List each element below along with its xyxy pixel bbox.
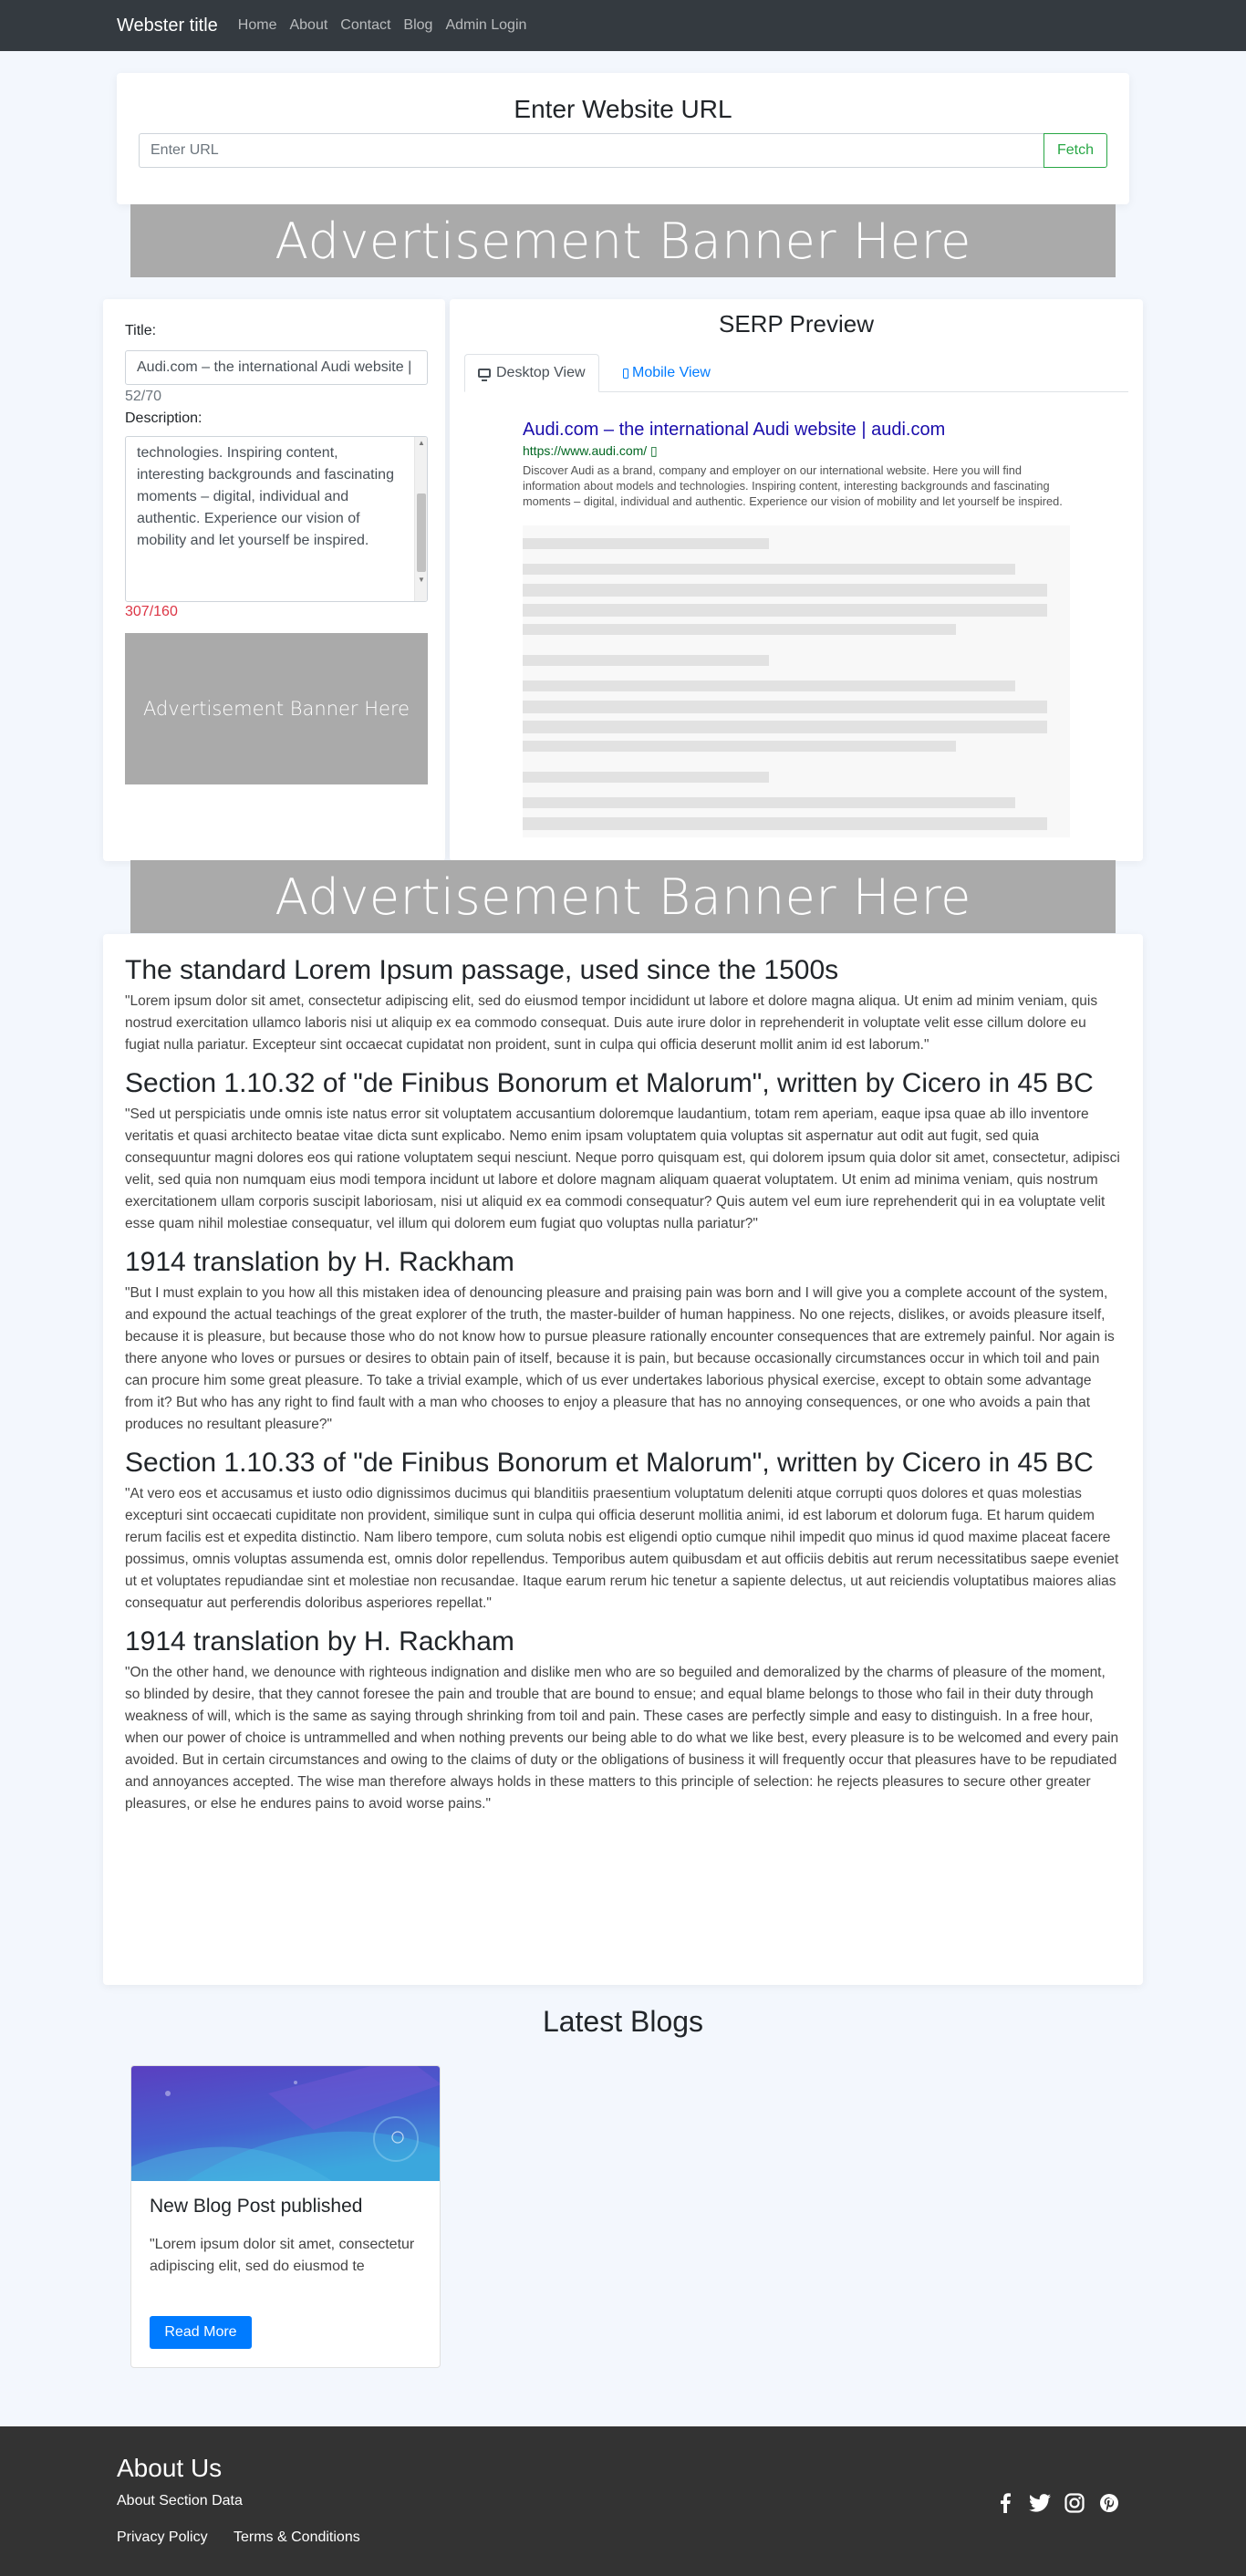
desktop-icon bbox=[478, 369, 491, 378]
nav-about[interactable]: About bbox=[289, 17, 328, 33]
tab-mobile-view[interactable] bbox=[610, 354, 723, 392]
serp-result bbox=[523, 418, 1070, 509]
description-label: Description: bbox=[125, 410, 202, 426]
description-textarea[interactable] bbox=[125, 436, 428, 602]
placeholder-line bbox=[523, 604, 1047, 617]
lorem-article bbox=[103, 934, 1143, 1985]
serp-result-url: https://www.audi.com/ ▯ bbox=[523, 443, 658, 458]
navbar bbox=[0, 0, 1246, 51]
placeholder-line bbox=[523, 817, 1047, 830]
blog-excerpt: "Lorem ipsum dolor sit amet, consectetur adipiscing elit, sed do eiusmod te bbox=[150, 2237, 415, 2274]
section-text: "On the other hand, we denounce with righteous indignation and dislike men who are so beguiled and demoralized by the charms of pleasure of the moment, so blinded by desire, that they cannot foresee the pain and trouble that are bound to ensue; and equal blame belongs to those who fail in their duty through weakness of will, which is the same as saying through shrinking from toil and pain. These cases are perfectly simple and easy to distinguish. In a free hour, when our power of choice is untrammelled and when nothing prevents our being able to do what we like best, every pleasure is to be welcomed and every pain avoided. But in certain circumstances and owing to the claims of duty or the obligations of business it will frequently occur that pleasures have to be repudiated and annoyances accepted. The wise man therefore always holds in these matters to this principle of selection: he rejects pleasures to secure other greater pleasures, or else he endures pains to avoid worse pains." bbox=[125, 1665, 1119, 1812]
pinterest-icon[interactable] bbox=[1098, 2492, 1120, 2514]
title-input[interactable] bbox=[125, 350, 428, 385]
title-label: Title: bbox=[125, 323, 157, 338]
section-heading: The standard Lorem Ipsum passage, used since the 1500s bbox=[125, 955, 839, 985]
read-more-button[interactable]: Read More bbox=[150, 2316, 252, 2349]
facebook-icon[interactable] bbox=[994, 2492, 1016, 2514]
placeholder-results bbox=[523, 525, 1070, 837]
ad-banner-side: Advertisement Banner Here bbox=[125, 633, 428, 784]
view-tabs bbox=[464, 354, 1128, 392]
placeholder-line bbox=[523, 538, 769, 549]
scroll-up-icon[interactable]: ▲ bbox=[418, 439, 425, 447]
placeholder-line bbox=[523, 701, 1047, 713]
section-heading: 1914 translation by H. Rackham bbox=[125, 1626, 514, 1657]
placeholder-line bbox=[523, 584, 1047, 597]
latest-blogs-heading: Latest Blogs bbox=[542, 2005, 704, 2038]
url-form-card bbox=[117, 73, 1129, 204]
nav-blog[interactable]: Blog bbox=[403, 17, 433, 33]
serp-heading: SERP Preview bbox=[718, 310, 875, 338]
instagram-icon[interactable] bbox=[1064, 2492, 1085, 2514]
twitter-icon[interactable] bbox=[1029, 2492, 1051, 2514]
placeholder-line bbox=[523, 797, 1015, 808]
footer bbox=[0, 2426, 1246, 2576]
serp-preview-panel bbox=[450, 299, 1143, 861]
serp-result-description: Discover Audi as a brand, company and employer on our international website. Here you will find information about models and technologies. Inspiring content, interesting backgrounds and fascinating moments – digital, individual and authentic. Experience our vision of mobility and let yourself be inspired. bbox=[523, 463, 1063, 508]
footer-heading: About Us bbox=[117, 2454, 223, 2482]
serp-result-title[interactable]: Audi.com – the international Audi website | audi.com bbox=[523, 420, 946, 440]
placeholder-line bbox=[523, 741, 956, 752]
mobile-icon bbox=[623, 369, 628, 379]
nav-admin-login[interactable]: Admin Login bbox=[445, 17, 527, 33]
url-form-heading: Enter Website URL bbox=[514, 95, 732, 123]
section-heading: 1914 translation by H. Rackham bbox=[125, 1247, 514, 1277]
brand[interactable]: Webster title bbox=[117, 15, 218, 36]
placeholder-line bbox=[523, 680, 1015, 691]
tab-mobile-label: Mobile View bbox=[632, 365, 711, 380]
scroll-thumb[interactable] bbox=[417, 493, 426, 572]
url-input-group bbox=[139, 133, 1107, 168]
section-text: "But I must explain to you how all this mistaken idea of denouncing pleasure and praising pain was born and I will give you a complete account of the system, and expound the actual teachings of the great explorer of the truth, the master-builder of human happiness. No one rejects, dislikes, or avoids pleasure itself, because it is pleasure, but because those who do not know how to pursue pleasure rationally encounter consequences that are extremely painful. Nor again is there anyone who loves or pursues or desires to obtain pain of itself, because it is pain, but because occasionally circumstances occur in which toil and pain can procure him some great pleasure. To take a trivial example, which of us ever undertakes laborious physical exercise, except to obtain some advantage from it? But who has any right to find fault with a man who chooses to enjoy a pleasure that has no annoying consequences, or one who avoids a pain that produces no resultant pleasure?" bbox=[125, 1285, 1115, 1432]
ad-banner-middle: Advertisement Banner Here bbox=[130, 860, 1116, 933]
section-heading: Section 1.10.33 of "de Finibus Bonorum et Malorum", written by Cicero in 45 BC bbox=[125, 1448, 1094, 1478]
blog-thumbnail-image[interactable] bbox=[131, 2066, 441, 2181]
section-text: "Lorem ipsum dolor sit amet, consectetur adipiscing elit, sed do eiusmod tempor incididunt ut labore et dolore magna aliqua. Ut enim ad minim veniam, quis nostrud exercitation ullamco laboris nisi ut aliquip ex ea commodo consequat. Duis aute irure dolor in reprehenderit in voluptate velit esse cillum dolore eu fugiat nulla pariatur. Excepteur sint occaecat cupidatat non proident, sunt in culpa qui officia deserunt mollit anim id est laborum." bbox=[125, 993, 1098, 1053]
section-text: "Sed ut perspiciatis unde omnis iste natus error sit voluptatem accusantium doloremque laudantium, totam rem aperiam, eaque ipsa quae ab illo inventore veritatis et quasi architecto beatae vitae dicta sunt explicabo. Nemo enim ipsam voluptatem quia voluptas sit aspernatur aut odit aut fugit, sed quia consequuntur magni dolores eos qui ratione voluptatem sequi nesciunt. Neque porro quisquam est, qui dolorem ipsum quia dolor sit amet, consectetur, adipisci velit, sed quia non numquam eius modi tempora incidunt ut labore et dolore magnam aliquam quaerat voluptatem. Ut enim ad minima veniam, quis nostrum exercitationem ullam corporis suscipit laboriosam, nisi ut aliquid ex ea commodi consequatur? Quis autem vel eum iure reprehenderit qui in ea voluptate velit esse quam nihil molestiae consequatur, vel illum qui dolorem eum fugiat quo voluptas nulla pariatur?" bbox=[125, 1106, 1120, 1231]
placeholder-line bbox=[523, 772, 769, 783]
blog-title: New Blog Post published bbox=[150, 2196, 363, 2217]
placeholder-line bbox=[523, 721, 1047, 733]
nav-home[interactable]: Home bbox=[237, 17, 277, 33]
url-input[interactable] bbox=[139, 133, 1044, 168]
placeholder-line bbox=[523, 564, 1015, 575]
scroll-down-icon[interactable]: ▼ bbox=[418, 576, 425, 584]
placeholder-line bbox=[523, 655, 769, 666]
footer-about-data: About Section Data bbox=[117, 2493, 243, 2508]
description-char-count: 307/160 bbox=[125, 604, 178, 619]
privacy-policy-link[interactable]: Privacy Policy bbox=[117, 2529, 208, 2545]
tab-desktop-view[interactable] bbox=[464, 354, 599, 392]
title-char-count: 52/70 bbox=[125, 389, 162, 404]
fetch-button[interactable]: Fetch bbox=[1044, 133, 1107, 168]
section-text: "At vero eos et accusamus et iusto odio dignissimos ducimus qui blanditiis praesentium voluptatum deleniti atque corrupti quos dolores et quas molestias excepturi sint occaecati cupiditate non provident, similique sunt in culpa qui officia deserunt mollitia animi, id est laborum et dolorum fuga. Et harum quidem rerum facilis est et expedita distinctio. Nam libero tempore, cum soluta nobis est eligendi optio cumque nihil impedit quo minus id quod maxime placeat facere possimus, omnis voluptas assumenda est, omnis dolor repellendus. Temporibus autem quibusdam et aut officiis debitis aut rerum necessitatibus saepe eveniet ut et voluptates repudiandae sint et molestiae non recusandae. Itaque earum rerum hic tenetur a sapiente delectus, ut aut reiciendis voluptatibus maiores alias consequatur aut perferendis doloribus asperiores repellat." bbox=[125, 1486, 1119, 1611]
meta-editor-panel bbox=[103, 299, 445, 861]
description-text: technologies. Inspiring content, interesting backgrounds and fascinating moments – digital, individual and authentic. Experience our vision of mobility and let yourself be inspired. bbox=[137, 445, 394, 548]
terms-conditions-link[interactable]: Terms & Conditions bbox=[234, 2529, 360, 2545]
social-links bbox=[994, 2492, 1120, 2514]
blog-card bbox=[130, 2065, 441, 2368]
section-heading: Section 1.10.32 of "de Finibus Bonorum et Malorum", written by Cicero in 45 BC bbox=[125, 1068, 1094, 1098]
nav-contact[interactable]: Contact bbox=[340, 17, 391, 33]
ad-banner-top: Advertisement Banner Here bbox=[130, 204, 1116, 277]
description-scrollbar[interactable] bbox=[414, 437, 427, 601]
tab-desktop-label: Desktop View bbox=[496, 365, 586, 380]
placeholder-line bbox=[523, 624, 956, 635]
